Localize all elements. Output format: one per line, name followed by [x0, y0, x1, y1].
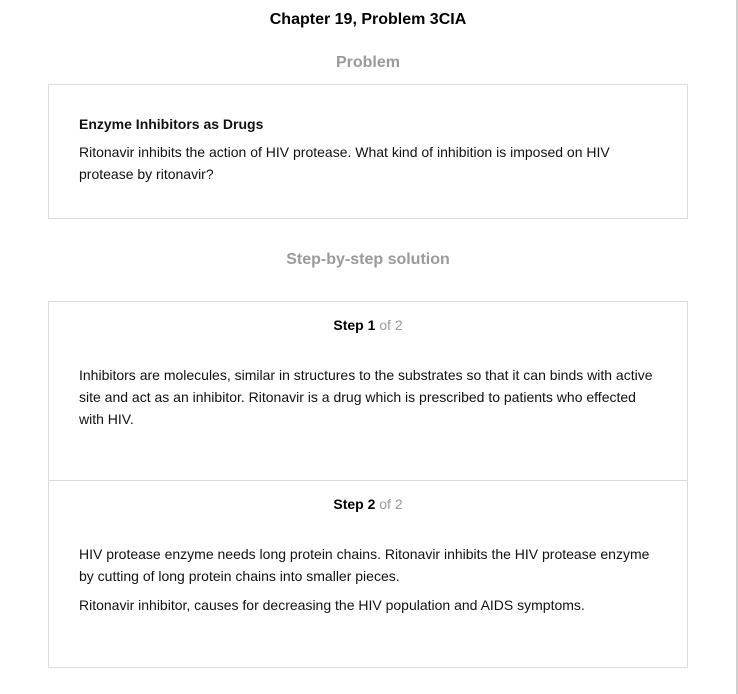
step-2-paragraph-2: Ritonavir inhibitor, causes for decreasing the HIV population and AIDS symptoms. — [79, 597, 585, 613]
step-1-number: Step 1 — [333, 317, 376, 333]
step-1-content — [79, 364, 657, 430]
page-title: Chapter 19, Problem 3CIA — [269, 11, 467, 28]
problem-card — [48, 84, 688, 219]
problem-title: Enzyme Inhibitors as Drugs — [79, 116, 264, 132]
problem-heading: Problem — [335, 54, 400, 71]
step-1-label — [79, 316, 657, 334]
step-2-section — [49, 481, 687, 667]
step-2-label — [79, 495, 657, 513]
step-1-total: of 2 — [379, 317, 403, 333]
step-1-paragraph-1: Inhibitors are molecules, similar in structures to the substrates so that it can binds with active site and act as an inhibitor. Ritonavir is a drug which is prescribed to patients who effected with HIV. — [79, 367, 653, 427]
step-1-section — [49, 302, 687, 481]
solution-card — [48, 301, 688, 668]
step-2-number: Step 2 — [333, 496, 376, 512]
step-2-paragraph-1: HIV protease enzyme needs long protein chains. Ritonavir inhibits the HIV protease enzyme by cutting of long protein chains into smaller pieces. — [79, 546, 650, 584]
solution-heading: Step-by-step solution — [286, 251, 450, 268]
step-2-content — [79, 543, 657, 616]
problem-text: Ritonavir inhibits the action of HIV protease. What kind of inhibition is imposed on HIV protease by ritonavir? — [79, 144, 610, 182]
step-2-total: of 2 — [379, 496, 403, 512]
